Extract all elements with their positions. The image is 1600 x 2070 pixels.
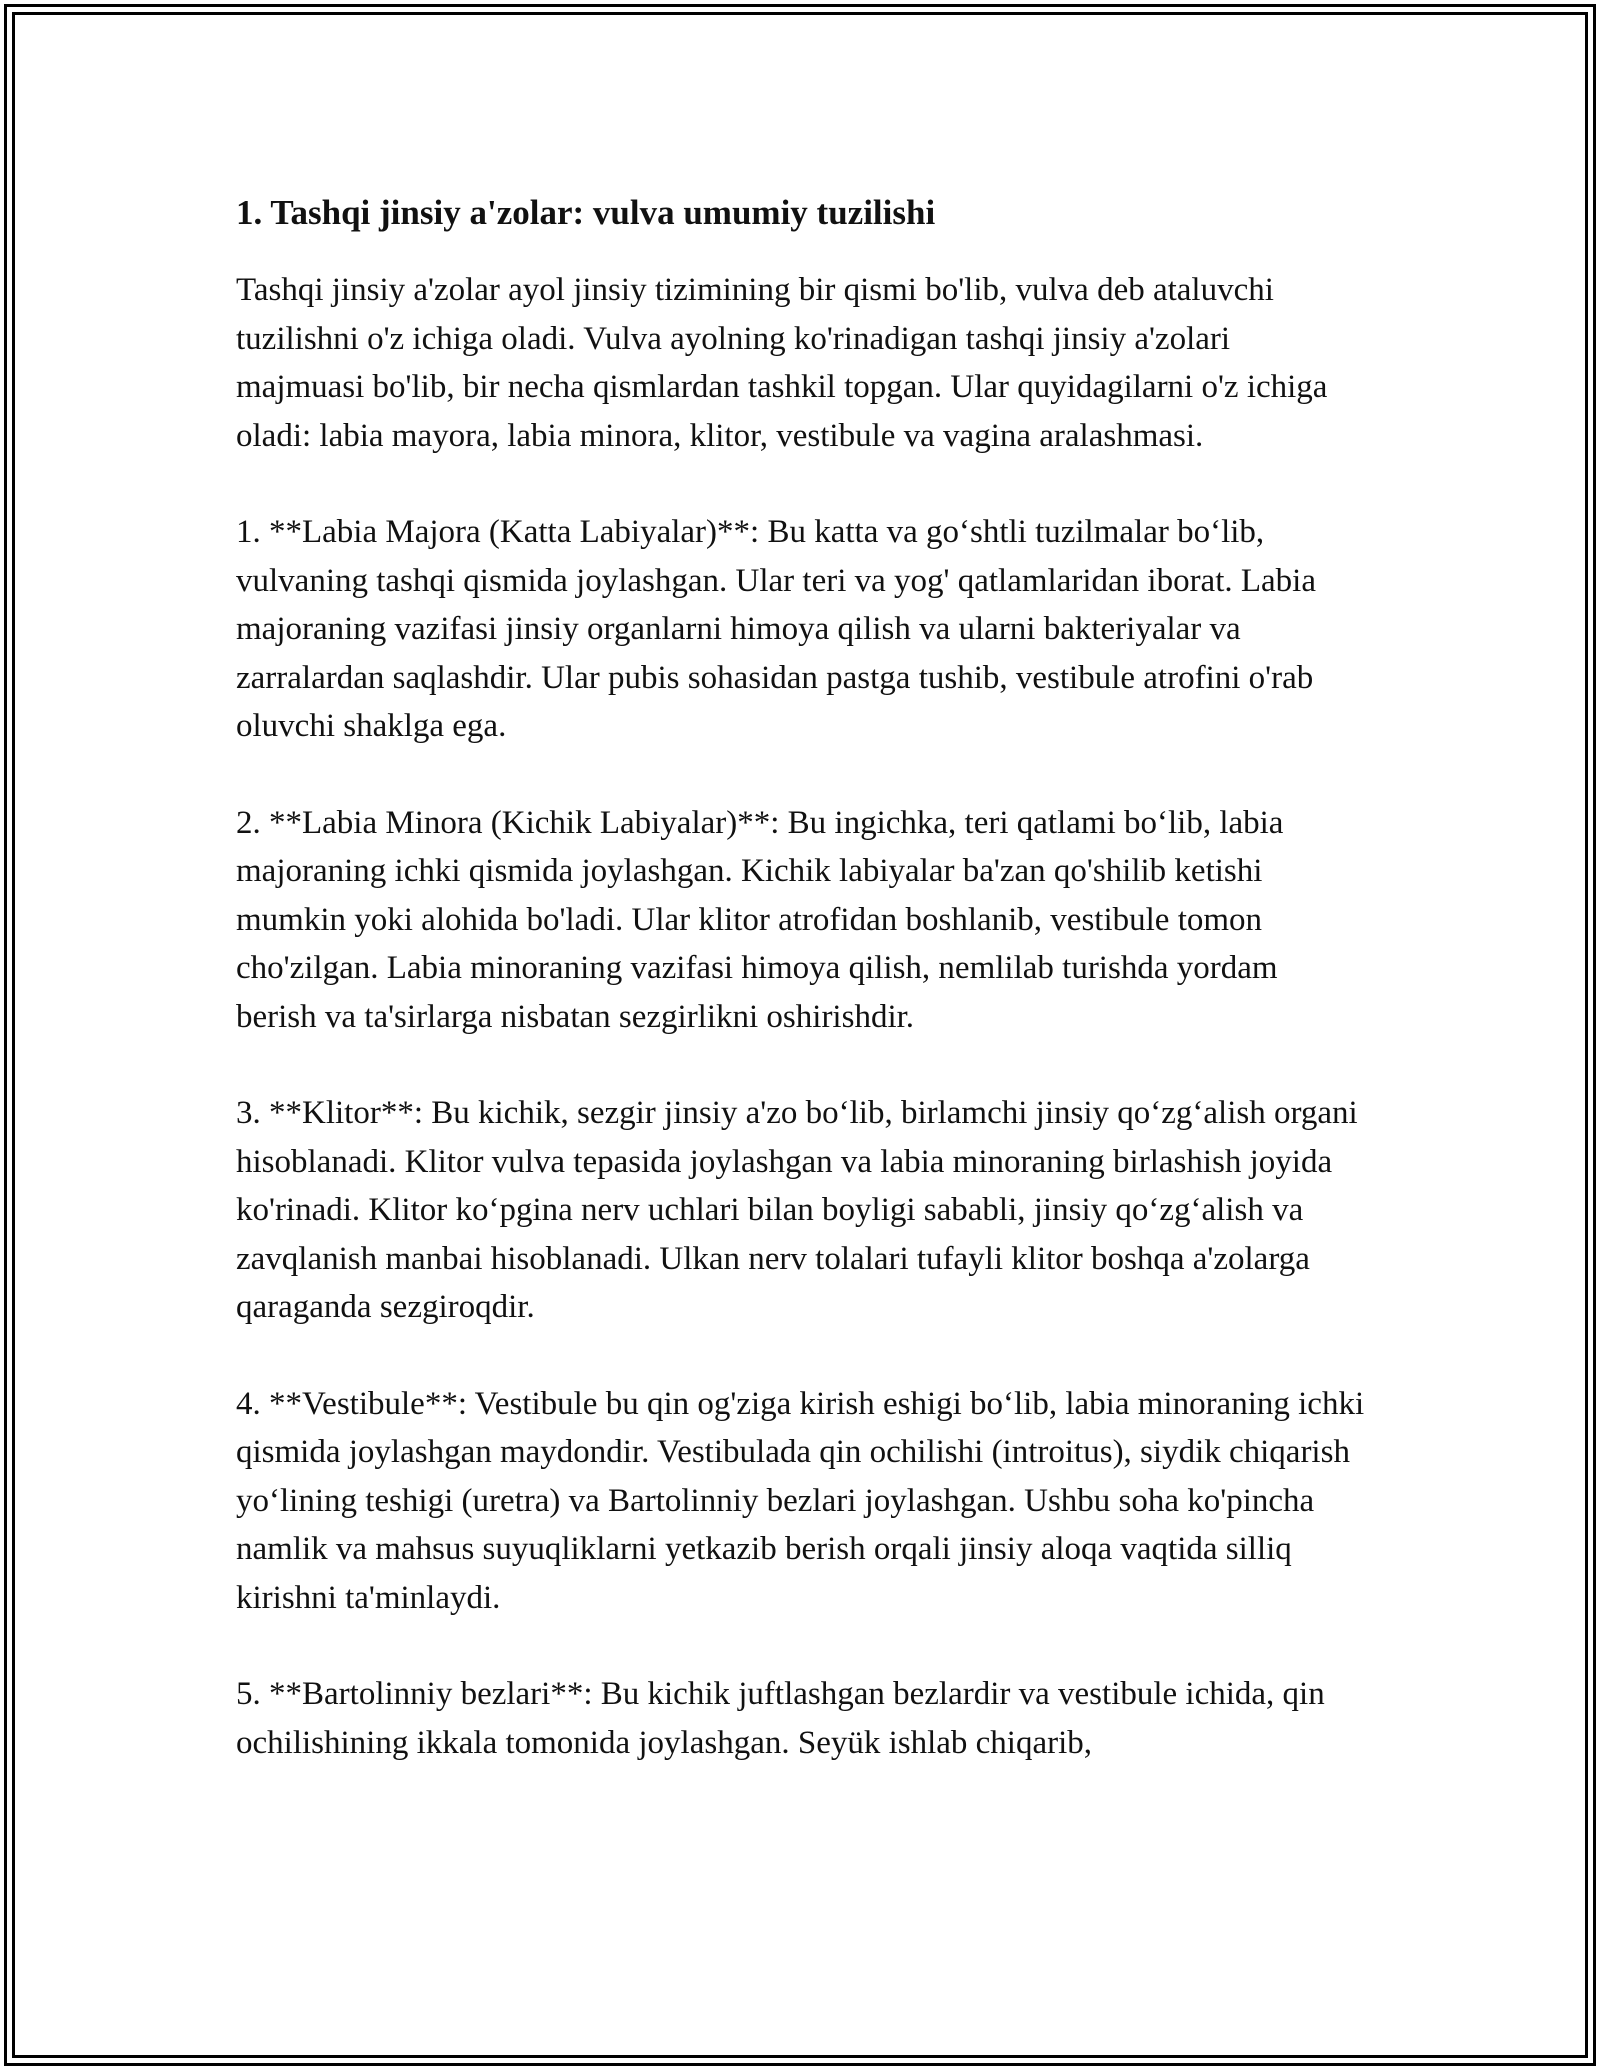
labia-minora-paragraph: 2. **Labia Minora (Kichik Labiyalar)**: Bu ingichka, teri qatlami bo‘lib, labia majoraning ichki qismida joylashgan. Kichik labiyalar ba'zan qo'shilib ketishi mumkin yoki alohida bo'ladi. Ular klitor atrofidan boshlanib, vestibule tomon cho'zilgan. Labia minoraning vazifasi himoya qilish, nemlilab turishda yordam berish va ta'sirlarga nisbatan sezgirlikni oshirishdir. xyxy=(236,804,1284,1035)
labia-majora-paragraph: 1. **Labia Majora (Katta Labiyalar)**: Bu katta va go‘shtli tuzilmalar bo‘lib, vulvaning tashqi qismida joylashgan. Ular teri va yog' qatlamlaridan iborat. Labia majoraning vazifasi jinsiy organlarni himoya qilish va ularni bakteriyalar va zarralardan saqlashdir. Ular pubis sohasidan pastga tushib, vestibule atrofini o'rab oluvchi shaklga ega. xyxy=(236,514,1316,744)
intro-paragraph: Tashqi jinsiy a'zolar ayol jinsiy tizimining bir qismi bo'lib, vulva deb ataluvchi tuzilishni o'z ichiga oladi. Vulva ayolning ko'rinadigan tashqi jinsiy a'zolari majmuasi bo'lib, bir necha qismlardan tashkil topgan. Ular quyidagilarni o'z ichiga oladi: labia mayora, labia minora, klitor, vestibule va vagina aralashmasi. xyxy=(236,272,1328,454)
document-body xyxy=(236,188,1366,1767)
klitor-paragraph: 3. **Klitor**: Bu kichik, sezgir jinsiy a'zo bo‘lib, birlamchi jinsiy qo‘zg‘alish organi hisoblanadi. Klitor vulva tepasida joylashgan va labia minoraning birlashish joyida ko'rinadi. Klitor ko‘pgina nerv uchlari bilan boyligi sababli, jinsiy qo‘zg‘alish va zavqlanish manbai hisoblanadi. Ulkan nerv tolalari tufayli klitor boshqa a'zolarga qaraganda sezgiroqdir. xyxy=(236,1095,1358,1325)
section-heading: 1. Tashqi jinsiy a'zolar: vulva umumiy tuzilishi xyxy=(236,193,936,232)
vestibule-paragraph: 4. **Vestibule**: Vestibule bu qin og'ziga kirish eshigi bo‘lib, labia minoraning ichki qismida joylashgan maydondir. Vestibulada qin ochilishi (introitus), siydik chiqarish yo‘lining teshigi (uretra) va Bartolinniy bezlari joylashgan. Ushbu soha ko'pincha namlik va mahsus suyuqliklarni yetkazib berish orqali jinsiy aloqa vaqtida silliq kirishni ta'minlaydi. xyxy=(236,1385,1365,1616)
bartolinniy-paragraph: 5. **Bartolinniy bezlari**: Bu kichik juftlashgan bezlardir va vestibule ichida, qin ochilishining ikkala tomonida joylashgan. Seyük ishlab chiqarib, xyxy=(236,1676,1325,1761)
